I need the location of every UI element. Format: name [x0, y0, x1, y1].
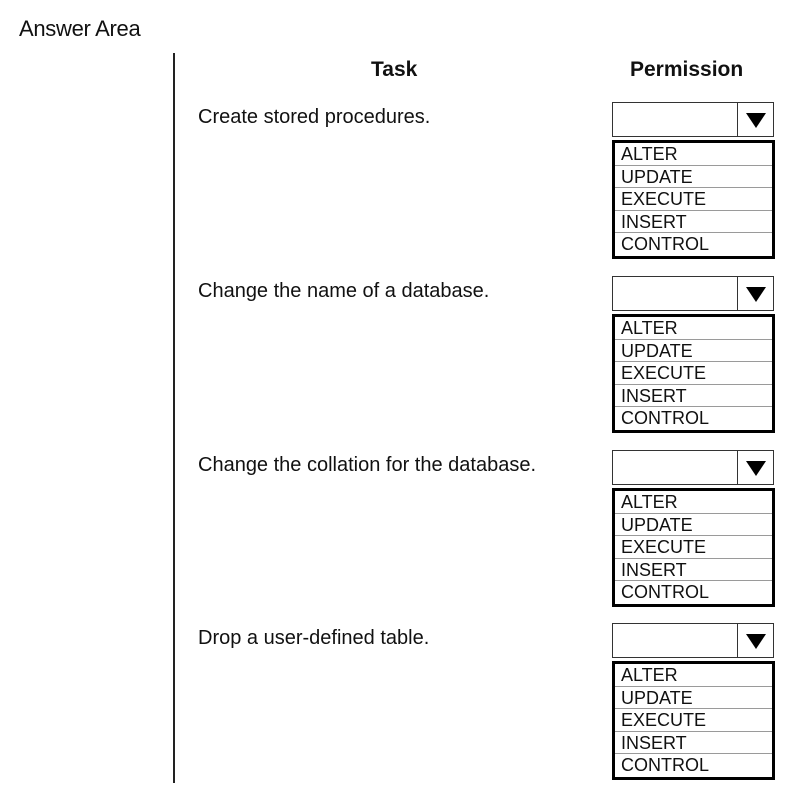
triangle-down-icon	[745, 111, 767, 129]
option-execute[interactable]: EXECUTE	[615, 709, 772, 732]
option-update[interactable]: UPDATE	[615, 340, 772, 363]
permission-options-list	[612, 314, 775, 433]
option-control[interactable]: CONTROL	[621, 408, 710, 428]
task-row	[0, 450, 802, 620]
option-execute[interactable]: EXECUTE	[615, 188, 772, 211]
option-alter[interactable]: ALTER	[615, 491, 772, 514]
task-label: Create stored procedures.	[198, 106, 431, 128]
option-update[interactable]: UPDATE	[615, 166, 772, 189]
dropdown-arrow-button[interactable]	[737, 103, 773, 136]
permission-dropdown[interactable]	[612, 623, 774, 658]
triangle-down-icon	[745, 285, 767, 303]
task-row	[0, 102, 802, 272]
option-insert[interactable]: INSERT	[615, 732, 772, 755]
option-insert[interactable]: INSERT	[615, 211, 772, 234]
task-row	[0, 276, 802, 446]
task-label: Drop a user-defined table.	[198, 627, 430, 649]
permission-options-list	[612, 661, 775, 780]
option-control[interactable]: CONTROL	[621, 755, 710, 775]
task-label: Change the name of a database.	[198, 280, 490, 302]
option-update[interactable]: UPDATE	[615, 687, 772, 710]
option-insert[interactable]: INSERT	[615, 559, 772, 582]
option-alter[interactable]: ALTER	[615, 143, 772, 166]
permission-column-header: Permission	[630, 58, 744, 81]
permission-options-list	[612, 488, 775, 607]
option-insert[interactable]: INSERT	[615, 385, 772, 408]
option-control[interactable]: CONTROL	[621, 234, 710, 254]
option-alter[interactable]: ALTER	[615, 664, 772, 687]
dropdown-arrow-button[interactable]	[737, 277, 773, 310]
option-control[interactable]: CONTROL	[621, 582, 710, 602]
task-row	[0, 623, 802, 793]
permission-dropdown[interactable]	[612, 276, 774, 311]
option-update[interactable]: UPDATE	[615, 514, 772, 537]
dropdown-arrow-button[interactable]	[737, 624, 773, 657]
task-label: Change the collation for the database.	[198, 454, 537, 476]
option-execute[interactable]: EXECUTE	[615, 536, 772, 559]
permission-dropdown[interactable]	[612, 450, 774, 485]
dropdown-arrow-button[interactable]	[737, 451, 773, 484]
permission-options-list	[612, 140, 775, 259]
option-alter[interactable]: ALTER	[615, 317, 772, 340]
task-column-header: Task	[371, 58, 418, 81]
option-execute[interactable]: EXECUTE	[615, 362, 772, 385]
answer-area-title: Answer Area	[19, 16, 141, 41]
triangle-down-icon	[745, 632, 767, 650]
triangle-down-icon	[745, 459, 767, 477]
permission-dropdown[interactable]	[612, 102, 774, 137]
